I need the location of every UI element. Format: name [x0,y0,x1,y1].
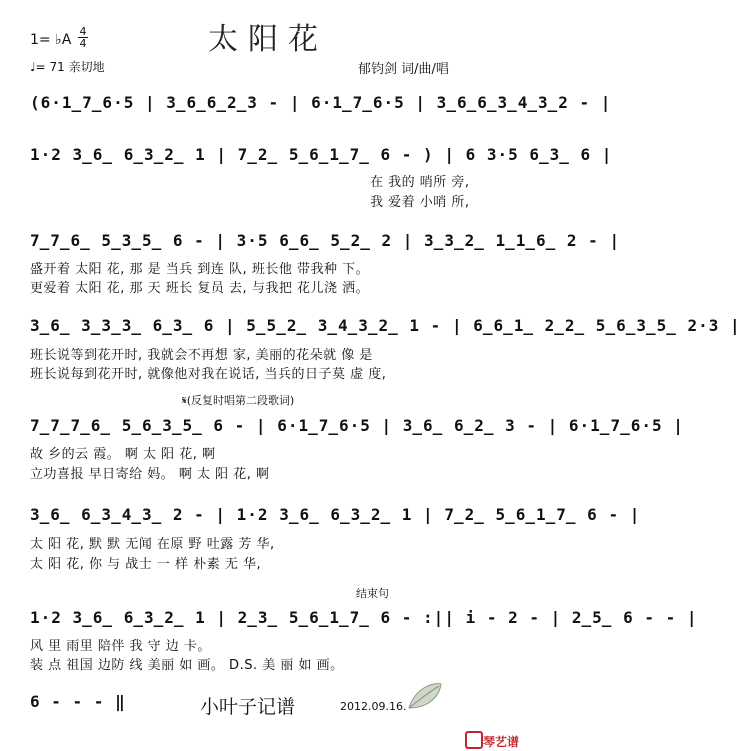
transcriber-signature: 小叶子记谱 [200,696,296,718]
lyrics-line-7b: 装 点 祖国 边防 线 美丽 如 画。 D.S. 美 丽 如 画。 [30,658,344,673]
repeat-instruction: 𝄋(反复时唱第二段歌词) [182,394,295,407]
lyrics-line-3b: 更爱着 太阳 花, 那 天 班长 复员 去, 与我把 花儿浇 洒。 [30,281,370,296]
brand-watermark: 琴艺谱 [483,735,520,749]
lyrics-line-3a: 盛开着 太阳 花, 那 是 当兵 到连 队, 班长他 带我种 下。 [30,262,370,277]
brand-logo-icon [465,731,483,749]
lyrics-line-4b: 班长说每到花开时, 就像他对我在说话, 当兵的日子莫 虚 度, [30,367,387,382]
score-line-4: 3̲6̲ 3̲3̲3̲ 6̲3̲ 6 | 5̲5̲2̲ 3̲4̲3̲2̲ 1 - | 6̲6̲1̲ 2̲2̲ 5̲6̲3̲5̲ 2·3 | [30,316,741,335]
key-signature: 1= ♭A [30,32,72,48]
lyrics-line-2a: 在 我的 哨所 旁, [370,175,470,190]
score-line-2: 1·2 3̲6̲ 6̲3̲2̲ 1 | 7̲2̲ 5̲6̲1̲7̲ 6 - ) | 6 3·5 6̲3̲ 6 | [30,145,613,164]
author-credit: 郁钧剑 词/曲/唱 [358,62,449,77]
tempo-marking: ♩= 71 亲切地 [30,60,105,74]
meter-bottom: 4 [79,37,87,50]
lyrics-line-6a: 太 阳 花, 默 默 无闻 在原 野 吐露 芳 华, [30,537,275,552]
lyrics-line-4a: 班长说等到花开时, 我就会不再想 家, 美丽的花朵就 像 是 [30,348,373,363]
score-line-8: 6 - - - ‖ [30,692,126,711]
transcription-date: 2012.09.16. [340,700,407,713]
lyrics-line-2b: 我 爱着 小哨 所, [370,195,470,210]
score-line-5: 7̲7̲7̲6̲ 5̲6̲3̲5̲ 6 - | 6·1̲7̲6·5 | 3̲6̲ 6̲2̲ 3 - | 6·1̲7̲6·5 | [30,416,684,435]
song-title: 太阳花 [208,22,328,57]
score-line-6: 3̲6̲ 6̲3̲4̲3̲ 2 - | 1·2 3̲6̲ 6̲3̲2̲ 1 | 7̲2̲ 5̲6̲1̲7̲ 6 - | [30,505,641,524]
score-line-1: (6·1̲7̲6·5 | 3̲6̲6̲2̲3 - | 6·1̲7̲6·5 | 3̲6̲6̲3̲4̲3̲2 - | [30,93,612,112]
lyrics-line-5a: 故 乡的云 霞。 啊 太 阳 花, 啊 [30,447,216,462]
lyrics-line-7a: 风 里 雨里 陪伴 我 守 边 卡。 [30,639,211,654]
score-line-3: 7̲7̲6̲ 5̲3̲5̲ 6 - | 3·5 6̲6̲ 5̲2̲ 2 | 3̲3̲2̲ 1̲1̲6̲ 2 - | [30,231,621,250]
ending-phrase-mark: 结束句 [356,587,389,600]
lyrics-line-5b: 立功喜报 早日寄给 妈。 啊 太 阳 花, 啊 [30,467,270,482]
score-line-7: 1·2 3̲6̲ 6̲3̲2̲ 1 | 2̲3̲ 5̲6̲1̲7̲ 6 - :|| i - 2 - | 2̲5̲ 6 - - | [30,608,698,627]
time-signature [78,26,88,49]
meter-top: 4 [79,25,87,38]
leaf-icon [405,680,445,712]
lyrics-line-6b: 太 阳 花, 你 与 战士 一 样 朴素 无 华, [30,557,262,572]
